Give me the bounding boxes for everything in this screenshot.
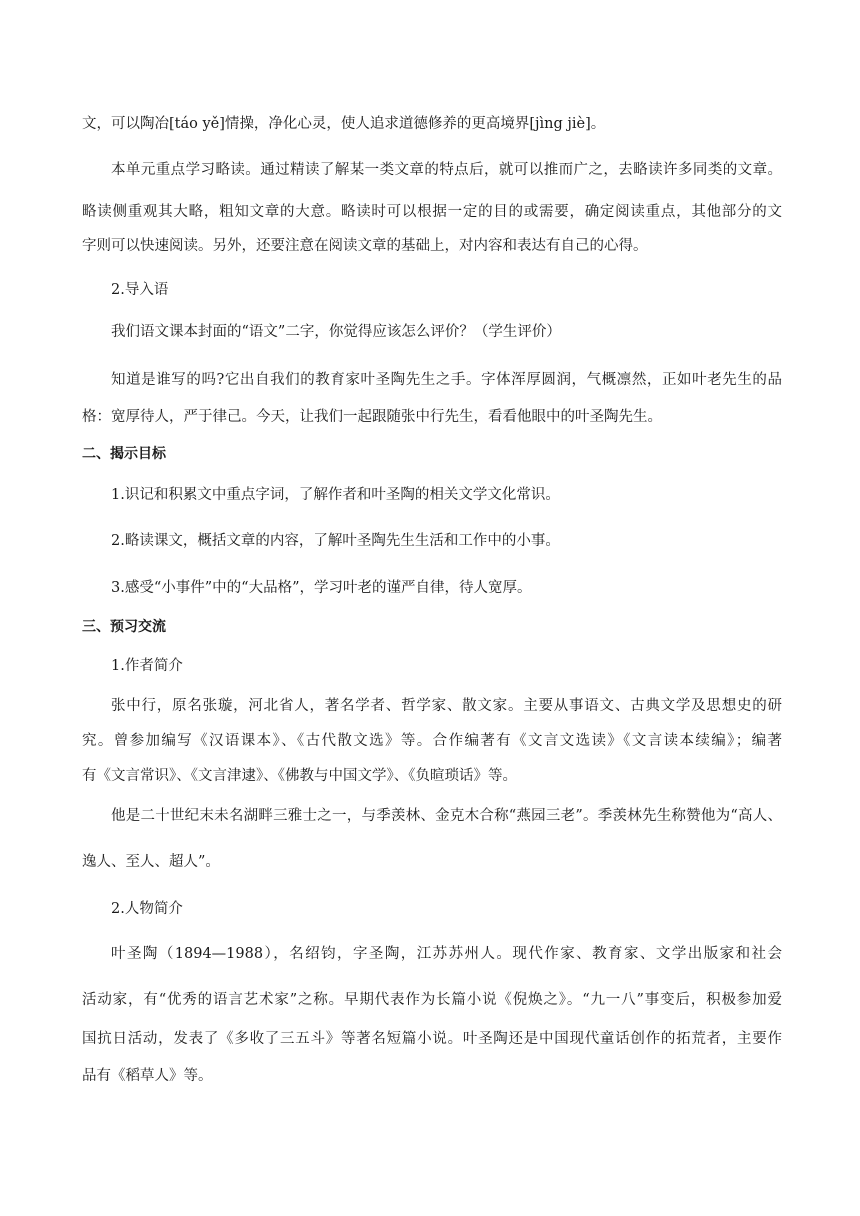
subheading: 2.导入语 bbox=[111, 282, 169, 298]
paragraph-line: 张中行，原名张璇，河北省人，著名学者、哲学家、散文家。主要从事语文、古典文学及思想史的研 bbox=[111, 698, 782, 714]
section-heading: 二、揭示目标 bbox=[82, 446, 166, 462]
paragraph-line: 逸人、至人、超人”。 bbox=[82, 854, 220, 870]
paragraph-line: 他是二十世纪末未名湖畔三雅士之一，与季羡林、金克木合称“燕园三老”。季羡林先生称赞他为“高人、 bbox=[111, 808, 782, 824]
section-heading: 三、预习交流 bbox=[82, 619, 166, 635]
paragraph-line: 字则可以快速阅读。另外，还要注意在阅读文章的基础上，对内容和表达有自己的心得。 bbox=[82, 238, 648, 254]
paragraph-line: 格：宽厚待人，严于律己。今天，让我们一起跟随张中行先生，看看他眼中的叶圣陶先生。 bbox=[82, 409, 662, 425]
paragraph-line: 略读侧重观其大略，粗知文章的大意。略读时可以根据一定的目的或需要，确定阅读重点，其他部分的文 bbox=[82, 204, 782, 220]
paragraph-line: 我们语文课本封面的“语文”二字，你觉得应该怎么评价？（学生评价） bbox=[111, 324, 561, 340]
list-item: 1.识记和积累文中重点字词，了解作者和叶圣陶的相关文学文化常识。 bbox=[111, 487, 560, 503]
paragraph-line: 有《文言常识》、《文言津逮》、《佛教与中国文学》、《负暄琐话》等。 bbox=[82, 768, 517, 784]
list-item: 3.感受“小事件”中的“大品格”，学习叶老的谨严自律，待人宽厚。 bbox=[111, 580, 532, 596]
paragraph-line: 叶圣陶（1894—1988），名绍钧，字圣陶，江苏苏州人。现代作家、教育家、文学出版家和社会 bbox=[111, 946, 782, 962]
paragraph-line: 究。曾参加编写《汉语课本》、《古代散文选》等。合作编著有《文言文选读》《文言读本续编》；编著 bbox=[82, 733, 782, 749]
paragraph-line: 知道是谁写的吗?它出自我们的教育家叶圣陶先生之手。字体浑厚圆润，气概凛然，正如叶老先生的品 bbox=[111, 372, 782, 388]
list-item: 2.略读课文，概括文章的内容，了解叶圣陶先生生活和工作中的小事。 bbox=[111, 533, 560, 549]
paragraph-line: 文，可以陶冶[táo yě]情操，净化心灵，使人追求道德修养的更高境界[jìng jiè]。 bbox=[82, 116, 606, 132]
subheading: 1.作者简介 bbox=[111, 658, 183, 674]
paragraph-line: 国抗日活动，发表了《多收了三五斗》等著名短篇小说。叶圣陶还是中国现代童话创作的拓荒者，主要作 bbox=[82, 1031, 782, 1047]
paragraph-line: 品有《稻草人》等。 bbox=[82, 1068, 213, 1084]
paragraph-line: 本单元重点学习略读。通过精读了解某一类文章的特点后，就可以推而广之，去略读许多同类的文章。 bbox=[111, 162, 782, 178]
paragraph-line: 活动家，有“优秀的语言艺术家”之称。早期代表作为长篇小说《倪焕之》。“九一八”事变后，积极参加爱 bbox=[82, 992, 782, 1008]
subheading: 2.人物简介 bbox=[111, 901, 183, 917]
